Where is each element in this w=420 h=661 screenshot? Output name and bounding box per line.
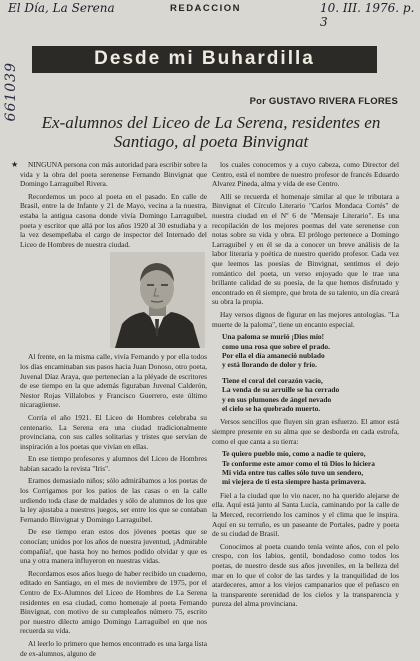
paragraph: Al frente, en la misma calle, vivía Fernando y por ella todos los días encaminaban sus pasos hacia Juan Donoso, otro poeta, Juvenal Díaz Araya, que pertenecían a la pléyade de escritores de ese tiempo en la que además figuraban Juvenal Calderón, Nestor Rojas Villalobos y Francisco Guerrero, este último nicaragüense.: [20, 352, 207, 410]
paragraph: En ese tiempo profesores y alumnos del Liceo de Hombres habían sacado la revista "Iris".: [20, 454, 207, 473]
paragraph: Fiel a la ciudad que lo vio nacer, no ha querido alejarse de ella. Aquí está junto al Santa Lucía, caminando por la calle de la Merced, recorriendo los caminos y el clima que le inspira. Aquí en su terruño, es un paseante de Portales, padre y poeta de su ciudad de Brasil.: [212, 490, 399, 539]
portrait-image: [110, 252, 205, 348]
poem-line: Una paloma se murió ¡Dios mío!: [222, 332, 325, 342]
poem-line: Te conforme este amor como el tú Dios lo hiciera: [222, 458, 375, 468]
paragraph: Versos sencillos que fluyen sin gran esfuerzo. El amor está siempre presente en su alma que se desborda en cada estrofa, como el que canta a su tierra:: [212, 417, 399, 446]
paragraph: Allí se recuerda el homenaje similar al que le tributara a Binvignat el Círculo Literario "Carlos Mondaca Cortés" de nuestra ciudad en el Nº 6 de "Mensaje Literario". Es una recopilación de los mejores poemas del vate serenense con notas sobre su vida y obra. El prólogo pertenece a Domingo Larraguibel y en él se da a conocer un breve análisis de la labor literaria y poética de nuestro querido profesor. Cada vez que leemos las poesías de Binvignat, sentimos el dejo romántico del poeta, un verso enjoyado que le trae una brillante calidad de su poesía, de la que hemos disfrutado y encontrado en él siempre, que brota de su talento, un día creará su obra la propia.: [212, 191, 399, 307]
poem-line: Te quiero pueblo mío, como a nadie te quiero,: [222, 449, 366, 459]
paragraph: De ese tiempo eran estos dos jóvenes poetas que se conocían; unidos por los años de nuestra juventud, ¡Admirable compañía!, que hasta hoy no hemos podido olvidar y que es una y otra manera influyeron en nuestras vidas.: [20, 527, 207, 566]
poem-line: mi viejera de ti esta siempre hasta primavera.: [222, 477, 366, 487]
bullet-star-icon: ★: [11, 160, 19, 169]
paragraph: Eramos demasiado niños; sólo admirábamos a los poetas de los Corrigamos por los patios de las casas o en la calle urdiendo toda clase de maldades y sólo de alumnos de los que la ley ajustaba a nuestros juegos, ser entre los que se contaban Fernando Binvignat y Domingo Larraguibel.: [20, 476, 207, 524]
paragraph: Conocimos al poeta cuando tenía veinte años, con el pelo crespo, con los labios, gentil, bondadoso como todos los poetas, de nuestro desde sus años juveniles, en la belleza del mar en lo que el color de las tardes y la tranquilidad de los atardeceres, amor a los viejos campanarios que el peñasco en la transparente serenidad de los cielos y la transparencia y pureza del alma provinciana.: [212, 541, 399, 609]
left-column: [20, 160, 207, 661]
column-banner-title: Desde mi Buhardilla: [94, 48, 315, 69]
poem-excerpt-paloma: [222, 332, 399, 413]
paragraph: NINGUNA persona con más autoridad para escribir sobre la vida y la obra del poeta serenense Fernando Binvignat que Domingo Larraguibel Rivera.: [20, 160, 207, 189]
poem-line: el cielo se ha quebrado muerto.: [222, 403, 321, 413]
poem-line: Mi vida entre tus calles sólo tuvo un sendero,: [222, 467, 364, 477]
paragraph: los cuales conocemos y a cuyo cabeza, como Director del Centro, está el nombre de nuestro profesor de francés Eduardo Alvarez Pineda, alma y vida de ese Centro.: [212, 160, 399, 189]
column-banner: [32, 46, 377, 73]
paragraph: Hay versos dignos de figurar en las mejores antologías. "La muerte de la paloma", tiene un encanto especial.: [212, 309, 399, 329]
poem-line: La venda de su arruille se ha cerrado: [222, 385, 340, 395]
paragraph: Al leerlo lo primero que hemos encontrado es una larga lista de ex-alumnos, alguno de: [20, 638, 207, 658]
byline: Por GUSTAVO RIVERA FLORES: [249, 96, 398, 107]
handwritten-date-note: 10. III. 1976. p. 3: [320, 1, 415, 29]
poem-line: Tiene el coral del corazón vacío,: [222, 375, 323, 385]
author-portrait-photo: [110, 252, 205, 348]
paragraph: Recordemos un poco al poeta en el pasado. En calle de Brasil, entre la de Infante y 21 de Mayo, vecina a la nuestra, estaba la antigua casona donde vivía Domingo Larraguibel, poeta y escritor que allá por los años 1920 al 30 estudiaba y a la vez desempeñaba el cargo de inspector del Internado del Liceo de Hombres de nuestra ciudad.: [20, 191, 207, 249]
section-label: REDACCION: [170, 3, 242, 14]
poem-line: y está llorando de dolor y frío.: [222, 360, 317, 370]
handwritten-source-note: El Día, La Serena: [8, 1, 115, 15]
paragraph: Corría el año 1921. El Liceo de Hombres celebraba su centenario. La Serena era una ciudad tradicionalmente provinciana, con sus calles solitarias y tristes que servían de inspiración a los poetas que vivían en ellas.: [20, 412, 207, 451]
paragraph: Recordamos esos años luego de haber recibido un cuaderno, editado en Santiago, en el mes de noviembre de 1975, por el Centro de Ex-Alumnos del Liceo de Hombres de La Serena residentes en esa ciudad, como homenaje al poeta Fernando Binvignat, con motivo de su cumpleaños número 75, escrito por nuestro dilecto amigo Domingo Larraguibel en que nos recuerda su vida.: [20, 568, 207, 636]
headline: Ex-alumnos del Liceo de La Serena, residentes en Santiago, al poeta Binvignat: [41, 113, 381, 151]
poem-line: Por ella el día amaneció nublado: [222, 350, 325, 360]
poem-excerpt-pueblo: [222, 449, 399, 487]
poem-line: como una rosa que sobre el prado.: [222, 341, 330, 351]
archive-stamp-number: 661039: [3, 62, 19, 122]
poem-line: y en sus plumones de ángel nevado: [222, 394, 332, 404]
right-column: [212, 160, 399, 612]
